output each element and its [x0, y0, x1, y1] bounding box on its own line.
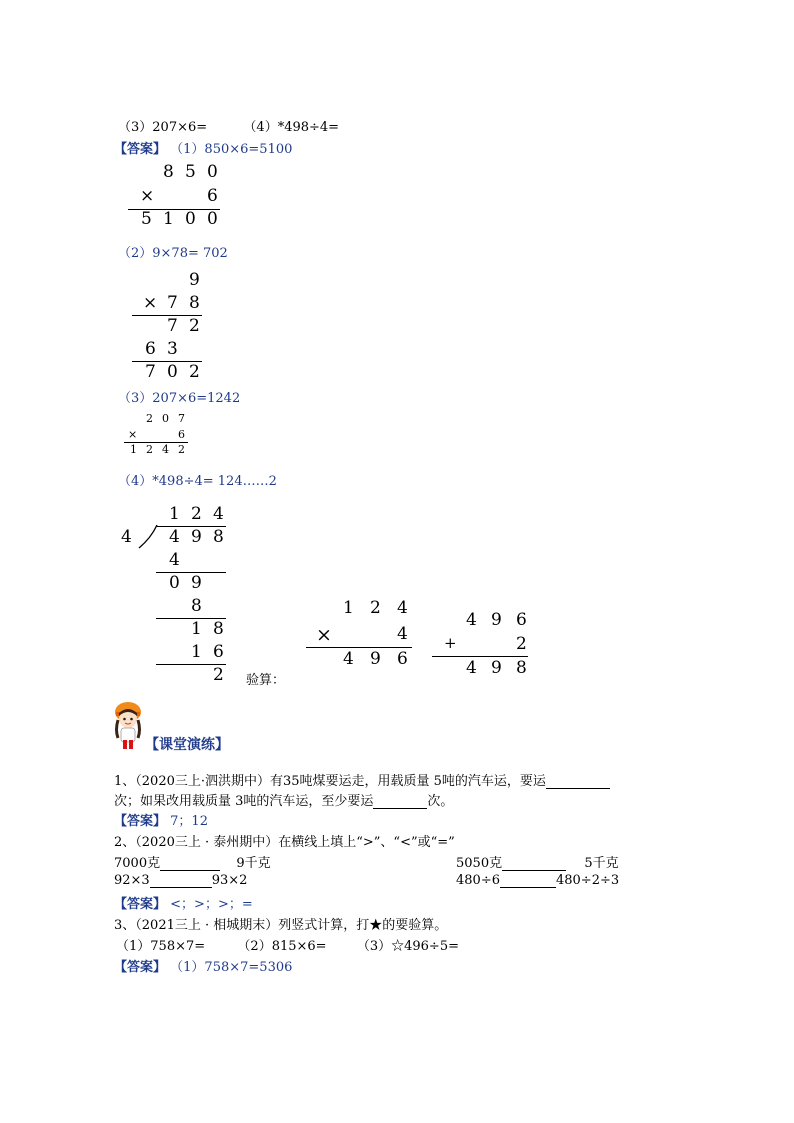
- digit: 6: [397, 649, 408, 669]
- quotient-digit: 1: [169, 504, 180, 524]
- digit: 2: [146, 412, 153, 425]
- answer-1: （1）850×6=5100: [170, 142, 293, 157]
- problem-2-answer: <；>；>；=: [170, 897, 253, 912]
- answer-tag: 【答案】: [114, 142, 167, 157]
- digit: 4: [466, 658, 477, 678]
- compare-item: 5千克: [584, 856, 619, 871]
- plus-sign: +: [444, 634, 457, 652]
- remainder: 2: [213, 665, 224, 685]
- digit: 4: [466, 610, 477, 630]
- answer-tag: 【答案】: [114, 897, 167, 912]
- divisor: 4: [121, 527, 132, 547]
- compare-item: 480÷6: [456, 873, 500, 888]
- step-digit: 6: [213, 642, 224, 662]
- step-digit: 0: [169, 573, 180, 593]
- step-digit: 1: [191, 642, 202, 662]
- multiply-sign: ×: [128, 428, 138, 441]
- problem-3-answer: （1）758×7=5306: [170, 960, 293, 975]
- step-digit: 4: [169, 550, 180, 570]
- answer-blank[interactable]: [500, 873, 556, 888]
- digit: 6: [178, 428, 185, 441]
- digit: 0: [207, 209, 218, 229]
- digit: 2: [189, 362, 200, 382]
- answer-4: （4）*498÷4= 124……2: [118, 474, 277, 489]
- digit: 9: [370, 649, 381, 669]
- digit: 9: [491, 658, 502, 678]
- multiply-sign: ×: [143, 293, 158, 313]
- quotient-digit: 4: [213, 504, 224, 524]
- digit: 2: [189, 316, 200, 336]
- compare-item: 93×2: [211, 873, 248, 888]
- compare-item: 7000克: [114, 856, 161, 871]
- division-bracket: [137, 524, 159, 550]
- digit: 2: [178, 443, 185, 456]
- digit: 1: [343, 598, 354, 618]
- digit: 6: [207, 186, 218, 206]
- dividend-digit: 9: [191, 527, 202, 547]
- digit: 0: [207, 162, 218, 182]
- problem-1-text-2: 次；如果改用载质量 3吨的汽车运，至少要运: [114, 794, 374, 809]
- problem-3-q3: （3）☆496÷5=: [356, 939, 459, 954]
- problem-1-answer: 7；12: [170, 814, 208, 829]
- answer-tag: 【答案】: [114, 960, 167, 975]
- answer-3: （3）207×6=1242: [118, 391, 241, 406]
- digit: 0: [162, 412, 169, 425]
- multiply-sign: ×: [140, 186, 155, 206]
- digit: 5: [185, 162, 196, 182]
- digit: 7: [178, 412, 185, 425]
- compare-item: 5050克: [456, 856, 503, 871]
- digit: 4: [343, 649, 354, 669]
- answer-tag: 【答案】: [114, 814, 167, 829]
- problem-1-text-3: 次。: [427, 794, 454, 809]
- answer-blank[interactable]: [502, 856, 566, 871]
- digit: 6: [516, 610, 527, 630]
- answer-blank[interactable]: [546, 774, 610, 789]
- verify-label: 验算：: [246, 673, 286, 688]
- digit: 1: [130, 443, 137, 456]
- digit: 4: [397, 598, 408, 618]
- digit: 8: [189, 293, 200, 313]
- answer-blank[interactable]: [160, 856, 220, 871]
- multiply-sign: ×: [316, 624, 332, 646]
- calc-line: [432, 656, 528, 657]
- digit: 2: [370, 598, 381, 618]
- answer-2: （2）9×78= 702: [118, 246, 228, 261]
- digit: 0: [185, 209, 196, 229]
- question-3: （3）207×6=: [118, 120, 208, 135]
- digit: 4: [397, 624, 408, 644]
- digit: 4: [162, 443, 169, 456]
- problem-3-text: 3、（2021三上 · 相城期末）列竖式计算，打★的要验算。: [114, 918, 448, 933]
- digit: 8: [163, 162, 174, 182]
- digit: 1: [163, 209, 174, 229]
- digit: 9: [189, 270, 200, 290]
- digit: 7: [167, 293, 178, 313]
- problem-1-text: 1、（2020三上·泗洪期中）有35吨煤要运走，用载质量 5吨的汽车运，要运: [114, 774, 546, 789]
- digit: 8: [516, 658, 527, 678]
- digit: 2: [146, 443, 153, 456]
- dividend-digit: 4: [169, 527, 180, 547]
- digit: 0: [167, 362, 178, 382]
- digit: 6: [145, 339, 156, 359]
- step-digit: 8: [191, 596, 202, 616]
- problem-3-q2: （2）815×6=: [237, 939, 327, 954]
- section-title: 【课堂演练】: [145, 737, 229, 753]
- compare-item: 9千克: [236, 856, 271, 871]
- problem-3-q1: （1）758×7=: [116, 939, 206, 954]
- step-digit: 9: [191, 573, 202, 593]
- step-digit: 8: [213, 619, 224, 639]
- compare-item: 480÷2÷3: [555, 873, 620, 888]
- step-digit: 1: [191, 619, 202, 639]
- answer-blank[interactable]: [150, 873, 212, 888]
- digit: 2: [516, 634, 527, 654]
- digit: 7: [145, 362, 156, 382]
- digit: 7: [167, 316, 178, 336]
- digit: 5: [141, 209, 152, 229]
- answer-blank[interactable]: [373, 794, 427, 809]
- compare-item: 92×3: [114, 873, 150, 888]
- digit: 3: [167, 339, 178, 359]
- calc-line: [306, 647, 412, 648]
- question-4: （4）*498÷4=: [243, 120, 340, 135]
- girl-mascot-icon: [110, 700, 146, 752]
- problem-2-text: 2、（2020三上 · 泰州期中）在横线上填上“>”、“<”或“=”: [114, 835, 455, 850]
- digit: 9: [491, 610, 502, 630]
- dividend-digit: 8: [213, 527, 224, 547]
- quotient-digit: 2: [191, 504, 202, 524]
